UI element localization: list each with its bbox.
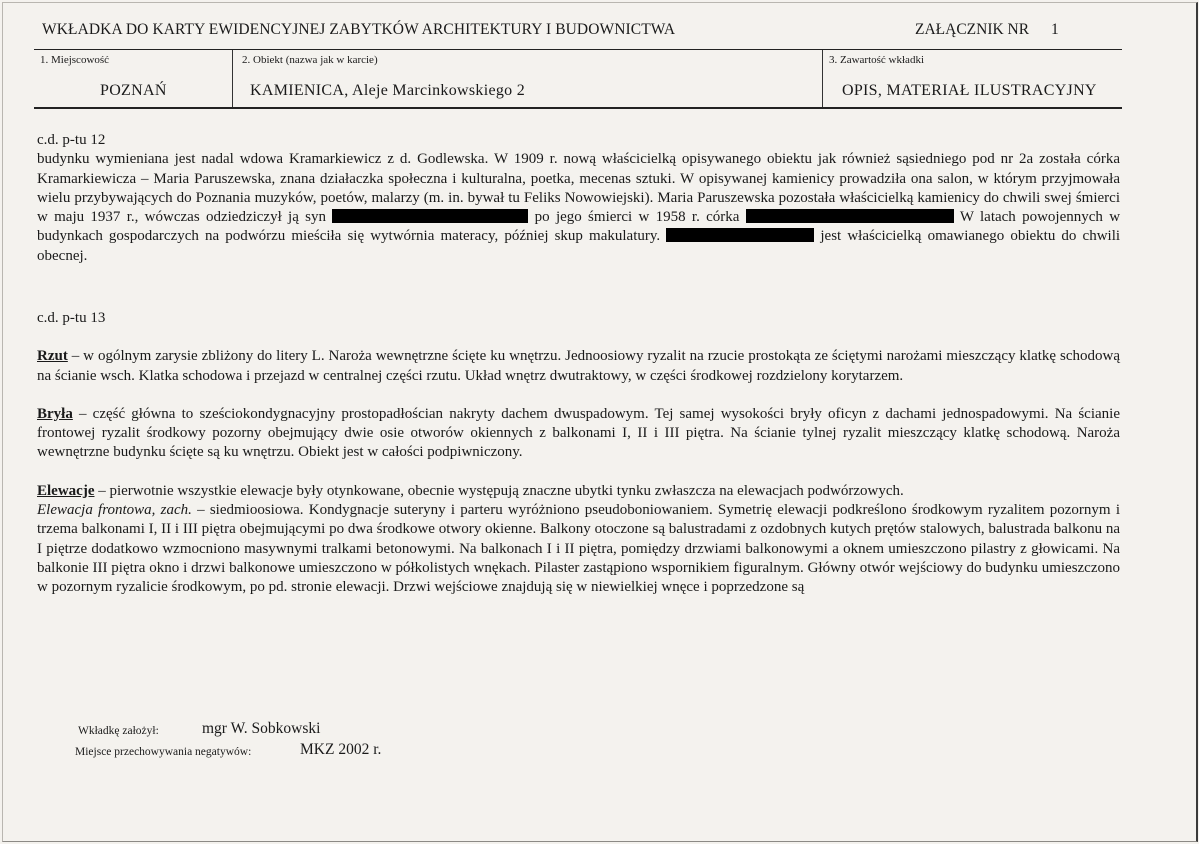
history-text-d: jest właścicielką omawianego obiektu do chwili obecnej.: [37, 228, 1121, 264]
history-text-b: po jego śmierci w 1958 r. córka: [534, 209, 740, 226]
header-bottom-rule: [34, 107, 1122, 109]
field-label-contents: 3. Zawartość wkładki: [829, 54, 924, 66]
redaction-bar: [332, 209, 528, 223]
elevations-label: Elewacje: [37, 482, 95, 499]
front-elevation-label: Elewacja frontowa, zach.: [37, 502, 192, 519]
header-top-rule: [34, 49, 1122, 50]
history-paragraph: [37, 150, 1120, 266]
field-label-locality: 1. Miejscowość: [40, 54, 110, 66]
negatives-value: MKZ 2002 r.: [300, 741, 382, 758]
redaction-bar: [666, 228, 814, 242]
field-value-locality: POZNAŃ: [100, 82, 167, 99]
section-heading: c.d. p-tu 13: [37, 310, 106, 326]
document-title: WKŁADKA DO KARTY EWIDENCYJNEJ ZABYTKÓW ARCHITEKTURY I BUDOWNICTWA: [42, 21, 676, 38]
field-value-object: KAMIENICA, Aleje Marcinkowskiego 2: [250, 82, 526, 99]
elevations-text: – pierwotnie wszystkie elewacje były otynkowane, obecnie występują znaczne ubytki tynku zwłaszcza na elewacjach podwórzowych.: [94, 482, 904, 499]
author-value: mgr W. Sobkowski: [202, 720, 321, 737]
massing-text: – część główna to sześciokondygnacyjny prostopadłościan nakryty dachem dwuspadowym. Tej samej wysokości bryły oficyn z dachami jednospadowymi. Na ścianie frontowej ryzalit środkowy pozorny obejmujący dwie osie otworów okiennych z balkonami I, II i III piętra. Na ścianie tylnej ryzalit mieszczący klatkę schodową. Naroża wewnętrzne budynku ścięte są ku wnętrzu. Obiekt jest w całości podpiwniczony.: [37, 405, 1120, 461]
annex-number: 1: [1051, 21, 1059, 38]
column-divider: [822, 50, 823, 107]
column-divider: [232, 50, 233, 107]
history-text-c: W latach powojennych w budynkach gospodarczych na podwórzu mieściła się wytwórnia materacy, później skup makulatury.: [37, 209, 1121, 245]
plan-label: Rzut: [37, 348, 68, 365]
history-text-a: budynku wymieniana jest nadal wdowa Kramarkiewicz z d. Godlewska. W 1909 r. nową właścicielką opisywanego obiektu jak również sąsiedniego pod nr 2a została córka Kramarkiewicza – Maria Paruszewska, znana działaczka społeczna i kulturalna, poetka, mecenas sztuki. W opisywanej kamienicy prowadziła ona salon, w którym przyjmowała wielu przybywających do Poznania muzyków, poetów, malarzy (m. in. bywał tu Feliks Nowowiejski). Maria Paruszewska pozostała właścicielką kamienicy do chwili swej śmierci w maju 1937 r., wówczas odziedziczył ją syn: [37, 151, 1120, 226]
field-value-contents: OPIS, MATERIAŁ ILUSTRACYJNY: [842, 82, 1097, 99]
elevations-paragraph: [37, 482, 1120, 598]
section-history: [37, 131, 1120, 266]
section-description: [37, 309, 1120, 598]
section-heading: c.d. p-tu 12: [37, 132, 106, 148]
field-label-object: 2. Obiekt (nazwa jak w karcie): [242, 54, 378, 66]
redaction-bar: [746, 209, 954, 223]
plan-text: – w ogólnym zarysie zbliżony do litery L. Naroża wewnętrzne ścięte ku wnętrzu. Jednoosiowy ryzalit na rzucie prostokąta ze ściętymi narożami mieszczący klatkę schodową na ścianie wsch. Klatka schodowa i przejazd w centralnej części rzutu. Układ wnętrz dwutraktowy, w części środkowej rozdzielony korytarzem.: [37, 348, 1120, 384]
front-elevation-text: – siedmioosiowa. Kondygnacje suteryny i parteru wyróżniono pseudoboniowaniem. Symetrię elewacji podkreślono środkowym ryzalitem pozornym i trzema balkonami I, II i III piętra obejmującymi po dwa środkowe otwory okienne. Balkony otoczone są balustradami z ozdobnych kutych prętów stalowych, balustrada balkonu na I piętrze dodatkowo wzmocniono masywnymi tralkami betonowymi. Na balkonach I i II piętra, pomiędzy drzwiami balkonowymi a oknem umieszczono pilastry z głowicami. Na balkonie III piętra okno i drzwi balkonowe umieszczono w półkolistych wnękach. Pilaster zastąpiono wspornikiem figuralnym. Główny otwór wejściowy do budynku umieszczono w pozornym ryzalicie środkowym, po pd. stronie elewacji. Drzwi wejściowe znajdują się w niewielkiej wnęce i poprzedzone są: [37, 502, 1120, 596]
negatives-label: Miejsce przechowywania negatywów:: [75, 746, 252, 758]
massing-label: Bryła: [37, 405, 73, 422]
massing-paragraph: [37, 405, 1120, 463]
plan-paragraph: [37, 347, 1120, 386]
author-label: Wkładkę założył:: [78, 725, 159, 737]
annex-label: ZAŁĄCZNIK NR: [915, 21, 1030, 38]
